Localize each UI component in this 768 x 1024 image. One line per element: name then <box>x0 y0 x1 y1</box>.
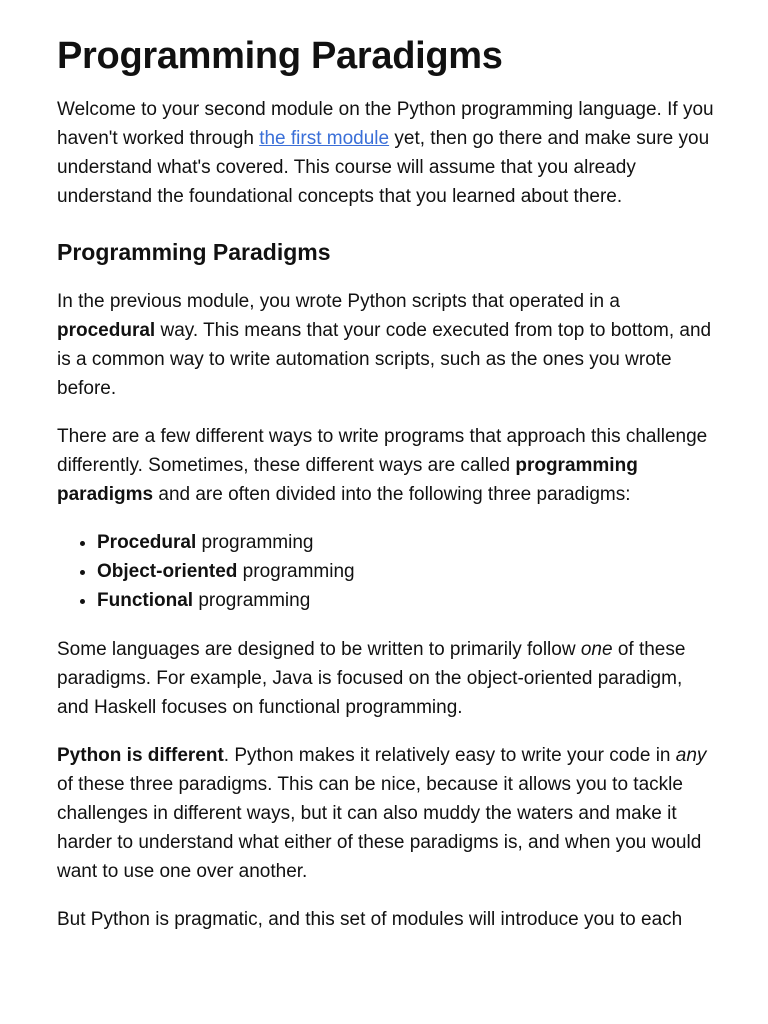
list-item <box>97 586 716 615</box>
list-item <box>97 557 716 586</box>
list-item-text: programming <box>196 532 314 553</box>
page-title: Programming Paradigms <box>57 35 503 77</box>
p1-text-start: In the previous module, you wrote Python scripts that operated in a <box>57 291 620 312</box>
languages-paragraph <box>57 635 716 722</box>
intro-paragraph <box>57 95 716 211</box>
p2-bold-term: programming paradigms <box>57 455 638 505</box>
list-item-text: programming <box>193 590 311 611</box>
list-item-text: programming <box>237 561 355 582</box>
list-item-term: Functional <box>97 590 194 611</box>
paradigms-intro-paragraph <box>57 422 716 509</box>
p2-text-end: and are often divided into the following three paradigms: <box>153 484 631 505</box>
python-different-paragraph <box>57 741 716 886</box>
list-item-term: Object-oriented <box>97 561 238 582</box>
procedural-paragraph <box>57 287 716 403</box>
p4-italic-term: any <box>675 745 707 766</box>
intro-text-end: yet, then go there and make sure you understand what's covered. This course will assume that you already understand the foundational concepts that you learned about there. <box>57 128 710 207</box>
intro-text-start: Welcome to your second module on the Python programming language. If you haven't worked through <box>57 99 714 149</box>
list-item-term: Procedural <box>97 532 197 553</box>
p1-text-end: way. This means that your code executed from top to bottom, and is a common way to write automation scripts, such as the ones you wrote before. <box>57 320 712 399</box>
p4-text-end: of these three paradigms. This can be nice, because it allows you to tackle challenges in different ways, but it can also muddy the waters and make it harder to understand what either of these paradigms is, and when you would want to use one over another. <box>57 774 702 882</box>
p4-text-middle: . Python makes it relatively easy to write your code in <box>223 745 676 766</box>
pragmatic-paragraph: But Python is pragmatic, and this set of modules will introduce you to each <box>57 909 683 930</box>
list-item <box>97 528 716 557</box>
paradigms-list <box>57 528 716 615</box>
p3-text-end: of these paradigms. For example, Java is focused on the object-oriented paradigm, and Haskell focuses on functional programming. <box>57 639 686 718</box>
first-module-link[interactable]: the first module <box>259 128 390 149</box>
p2-text-start: There are a few different ways to write programs that approach this challenge differently. Sometimes, these different ways are called <box>57 426 708 476</box>
p3-text-start: Some languages are designed to be written to primarily follow <box>57 639 581 660</box>
p3-italic-term: one <box>580 639 613 660</box>
p4-bold-term: Python is different <box>57 745 224 766</box>
section-heading: Programming Paradigms <box>57 239 331 265</box>
p1-bold-term: procedural <box>57 320 156 341</box>
